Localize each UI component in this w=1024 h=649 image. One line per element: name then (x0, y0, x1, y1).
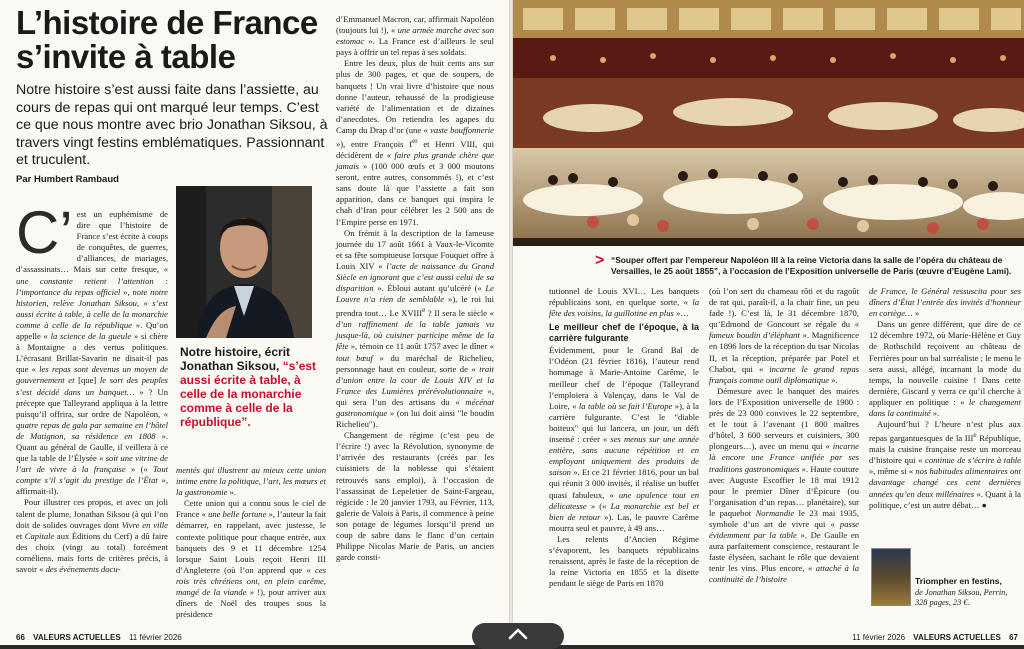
scroll-up-button[interactable] (472, 623, 564, 649)
pull-quote-highlight: “s’est aussi écrite à table, à celle de la monarchie comme à celle de la république”. (180, 359, 317, 429)
article-column-5: (où l’on sert du chameau rôti et du ragoût de rat qui, paraît-il, a la chair fine, un peu fade !). C’est là, le 31 décembre 1870, qu’Edmond de Goncourt se régale du « fameux boudin d’éléphant ». Magnificence en 1896 lors de la réception du tsar Nicolas II, et la réception, préparée par Potel et Chabot, qui « incarne le grand repas français comme outil diplomatique ». Démesure avec le banquet des maires lors de l’Exposition universelle de 1900 : près de 23 000 convives le 22 septembre, et le tout à l’avenant (1 800 maîtres d’hôtel, 3 600 serveurs et cuisiniers, 300 plongeurs…), avec un menu qui « incarne là encore une France unifiée par ses traditions gastronomiques ». Haute couture avec Auguste Escoffier le 18 mai 1912 pour le premier Dîner d’Épicure (ou l’organisation d’un repas… planétaire), sur le paquebot Normandie le 23 mai 1935, symbole d’un art de vivre qui « passe évidemment par la table ». De Gaulle en aura parfaitement conscience, restaurant le faste élyséen, sachant le rôle que devaient tenir les vins. Plus encore, « attaché à la continuité de l’histoire (709, 286, 860, 585)
left-page (0, 0, 509, 645)
article-column-2: mentés qui illustrent au mieux cette union intime entre la politique, l’art, les mœurs et la gastronomie ». Cette union qui a connu sous le ciel de France « une belle fortune », l’auteur la fait démarrer, en rappelant, avec justesse, le contexte politique pour chaque entrée, aux banquets des 9 et 11 décembre 1254 lorsque Saint Louis reçoit Henri III d’Angleterre (où l’on apprend que « ces rois très chrétiens ont, en plein carême, mangé de la viande » !), pour arriver aux dîners de Noël des troupes sous la présidence (176, 465, 326, 620)
chevron-up-icon (506, 625, 530, 641)
book-cover (871, 548, 911, 606)
article-column-1: C’ est un euphémisme de dire que l’histoire de France s’est écrite à coups de conquêtes, de guerres, d’alliances, de mariages, d’assassinats… Mais sur cette fresque, « une constante retient l’attention : l’importance du repas officiel », note notre historien, relève Jonathan Siksou, « s’est aussi écrite à table, à celle de la monarchie comme à celle de la république ». Qu’on appelle « la science de la gueule » si chère à Montaigne a des vertus politiques. L’écrasant Brillat-Savarin ne disait-il pas que « les repas sont devenus un moyen de gouvernement et [que] le sort des peuples s’est décidé dans un banquet… » ? Un précepte que Talleyrand appliqua à la lettre puisqu’il offrira, sur ordre de Napoléon, « quatre repas de gala par semaine en l’hôtel de Matignon, sa résidence en 1808 ». Quant au général de Gaulle, il veillera à ce que la table de l’Élysée « soit une vitrine de l’art de vivre à la française » (« Tout compte s’il s’agit du prestige de l’État », affirmait-il). Pour illustrer ces propos, et avec un joli talent de plume, Jonathan Siksou (à qui l’on doit de solides ouvrages dont Vivre en ville et Capitale aux Éditions du Cerf) a dû faire des choix (vingt au total) forcément cornéliens, mais forts de critères précis, à savoir « des événements docu- (16, 199, 169, 574)
painting-caption: “Souper offert par l’empereur Napoléon III à la reine Victoria dans la salle de l’opéra du château de Versailles, le 25 août 1855”, à l’occasion de l’Exposition universelle de Paris (œuvre d’Eugène Lami). (611, 255, 1012, 276)
right-brand: VALEURS ACTUELLES (913, 633, 1001, 642)
article-standfirst: Notre histoire s’est aussi faite dans l’assiette, au cours de repas qui ont marqué leur temps. C’est ce que nous montre avec brio Jonathan Siksou, à travers vingt festins emblématiques. Passionnant et truculent. (16, 82, 328, 168)
byline: Par Humbert Rambaud (16, 174, 119, 185)
left-brand: VALEURS ACTUELLES (33, 633, 121, 642)
article-column-6: de France, le Général ressuscita pour ses dîners d’État l’entrée des invités d’honneur en cortège… » Dans un genre différent, que dire de ce 12 décembre 1972, où Marie-Hélène et Guy de Rothschild reçoivent au château de Ferrières pour un bal surréaliste ; le menu le sera aussi, allégé, incarnant la mode du temps, la nouvelle cuisine ! Dans cette dernière, Giscard y verra ce qu’il cherche à appliquer en politique : « le changement dans la continuité ». Aujourd’hui ? L’heure n’est plus aux repas gargantuesques de la IIIe République, mais la cuisine française reste un morceau d’histoire qui « continue de s’écrire à table », même si « nos habitudes alimentaires ont davantage changé ces cent dernières années qu’en deux millénaires ». Quant à la politique, c’est un autre débat… ● (869, 286, 1021, 510)
left-page-number: 66 (16, 633, 25, 642)
article-title: L’histoire de France s’invite à table (16, 4, 318, 75)
article-column-4: tutionnel de Louis XVI… Les banquets républicains sont, en quelque sorte, « la fête des voisins, la guillotine en plus »… Le meilleur chef de l’époque, à la carrière fulgurante Évidemment, pour le Grand Bal de l’Odéon (21 février 1816), l’auteur rend hommage à Marie-Antoine Carême, le meilleur chef de l’époque (Talleyrand l’emploiera à Valençay, dans le Val de Loire, « la table où se fait l’Europe »), à la carrière fulgurante. C’est le "diable boiteux" qui lui lancera, un jour, un défi insensé : créer « ses menus sur une année entière, sans aucune répétition et en employant uniquement des produits de saison ». Et ce 21 février 1816, pour un bal qui réunit 3 000 invités, il réalise un buffet quasi fabuleux, « une opulence tout en délicatesse » (« La monarchie est bel et bien de retour »). Las, le pauvre Carême mourra seul et pauvre, à 49 ans… Les relents d’Ancien Régime s’évaporent, les banquets républicains renaissent, après le faste de la réception de la reine Victoria en 1855 et la disette pendant le siège de Paris en 1870 (549, 286, 699, 589)
author-photo (176, 186, 312, 338)
right-page (513, 0, 1024, 645)
right-page-number: 67 (1009, 633, 1018, 642)
left-folio (16, 633, 182, 642)
section-subhead: Le meilleur chef de l’époque, à la carrière fulgurante (549, 322, 699, 343)
pull-quote (180, 345, 330, 429)
pull-quote-intro: Notre histoire, écrit Jonathan Siksou, (180, 345, 291, 373)
book-info (871, 548, 1021, 608)
chevron-right-icon: > (595, 252, 605, 269)
right-date: 11 février 2026 (852, 633, 906, 642)
banquet-painting (513, 0, 1024, 246)
drop-cap: C’ (16, 199, 73, 266)
book-title: Triompher en festins, (915, 576, 1002, 586)
right-folio (852, 633, 1018, 642)
left-date: 11 février 2026 (128, 633, 182, 642)
article-column-3: d’Emmanuel Macron, car, affirmait Napoléon (toujours lui !), « une armée marche avec son estomac ». La France est d’ailleurs le seul pays à offrir un tel repas à ses soldats. Entre les deux, plus de huit cents ans sur plus de 300 pages, et que de soupers, de banquets ! Un vrai livre d’histoire que nous donne l’auteur, rehaussé de la prodigieuse variété de l’alimentation et de dizaines d’anecdotes. On retiendra les agapes du Camp du Drap d’or (une « vaste bouffonnerie »), entre François Ier et Henri VIII, qui décidèrent de « faire plus grande chère que jamais » (100 000 œufs et 3 000 moutons seront, entre autres, consommés !), et c’est sans doute là que l’assiette a fait son apparition, dans ce banquet qui inspira le chah d’Iran pour célébrer les 2 500 ans de l’Empire perse en 1971. On frémit à la description de la fameuse journée du 17 août 1661 à Vaux-le-Vicomte et sa fête somptueuse lorsque Fouquet offre à Louis XIV « l’acte de naissance du Grand Siècle en ignorant que c’est aussi celui de sa disparition ». Ébloui autant qu’ulcéré (« Le Louvre n’a rien de semblable »), le roi lui prendra tout… Le XVIIIe ? Il sera le siècle « d’un raffinement de la table jamais vu jusque-là, où cuisiner participe même de la fête », témoin ce 11 août 1757 avec le dîner « tout bœuf » du maréchal de Richelieu, personnage haut en couleur, sorte de « trait d’union entre la cour de Louis XIV et la France des Lumières prérévolutionnaire », qui sera l’un des artisans du « mécénat gastronomique » (on lui doit ainsi "le boudin Richelieu"). Changement de régime (c’est peu de l’écrire !) avec la Révolution, synonyme de l’arrivée des restaurants (créés par les cuisiniers de la noblesse qui s’étaient retrouvés sans emploi), à l’occasion de l’assassinat de Lepeletier de Saint-Fargeau, régicide : le 20 janvier 1793, au Février, 113, galerie de Valois à Paris, il commence à peine son potage de légumes lorsqu’il prend un coup de sabre dans le flanc d’un certain Philippe Nicolas Marie de Paris, un ancien garde consti- (336, 14, 495, 563)
book-details: de Jonathan Siksou, Perrin, 328 pages, 23 €. (915, 588, 1008, 607)
